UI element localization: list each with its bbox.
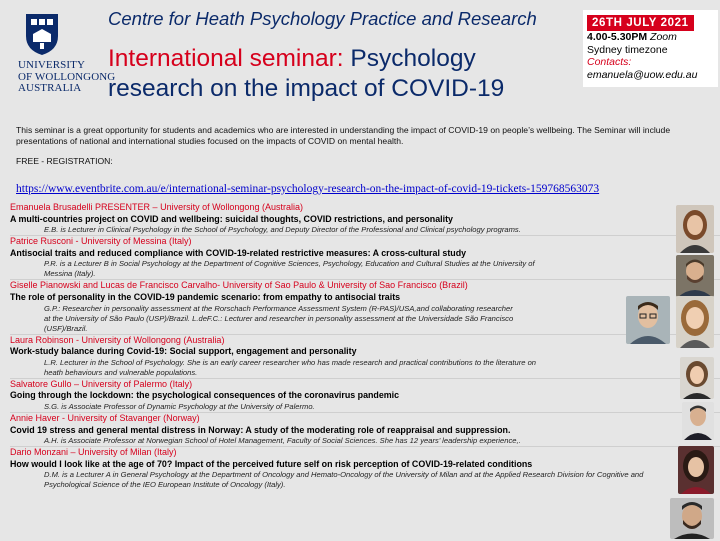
seminar-title [108, 44, 568, 104]
talk-title: A multi-countries project on COVID and wellbeing: suicidal thoughts, COVID restrictions, and personality [10, 213, 453, 224]
talk-item [10, 334, 720, 378]
speaker-bio: A.H. is Associate Professor at Norwegian School of Hotel Management, Faculty of Social Sciences. She has 12 years’ leadership experience,. [44, 436, 521, 446]
speaker-photo-monzani [670, 498, 714, 539]
speaker-photo-gullo [682, 402, 714, 440]
speaker-bio: S.G. is Associate Professor of Dynamic Psychology at the University of Palermo. [44, 401, 315, 411]
speaker-photo-carvalho [626, 296, 670, 344]
talk-title: Covid 19 stress and general mental distress in Norway: A study of the moderating role of reappraisal and suppression. [10, 424, 511, 435]
speaker-name: Emanuela Brusadelli PRESENTER – University of Wollongong (Australia) [10, 202, 303, 212]
talk-item [10, 412, 720, 446]
talk-item [10, 279, 720, 333]
speaker-bio: G.P.: Researcher in personality assessment at the Rorschach Performance Assessment System (R-PAS)/USA,and collaborating researcher at the University of São Paulo (USP)/Brazil. L.deF.C.: Lecturer and researcher in personality assessment at the Universidade São Francisco (USF)/Brazil. [44, 303, 514, 333]
speaker-photo-rusconi [676, 255, 714, 297]
seminar-title-highlight: International seminar: [108, 45, 344, 72]
registration-link[interactable]: https://www.eventbrite.com.au/e/international-seminar-psychology-research-on-the-impact-of-covid-19-tickets-159768563073 [16, 183, 600, 195]
talk-list [10, 202, 720, 490]
speaker-bio: L.R. Lecturer in the School of Psychology. She is an early career researcher who has made research and practical contributions to the literature on heath behaviours and vulnerable populations. [44, 357, 537, 377]
speaker-name: Patrice Rusconi - University of Messina (Italy) [10, 236, 192, 247]
speaker-name: Salvatore Gullo – University of Palermo (Italy) [10, 378, 193, 389]
talk-title: Going through the lockdown: the psychological consequences of the coronavirus pandemic [10, 390, 400, 401]
event-time: 4.00-5.30PM Zoom [587, 31, 677, 43]
talk-item [10, 202, 720, 235]
event-timezone: Sydney timezone [587, 43, 668, 56]
talk-title: Work-study balance during Covid-19: Social support, engagement and personality [10, 346, 357, 357]
speaker-bio: E.B. is Lecturer in Clinical Psychology in the School of Psychology, and Deputy Director of the Professional and Clinical psychology programs. [44, 225, 521, 235]
talk-title: Antisocial traits and reduced compliance with COVID-19-related restrictive measures: A cross-cultural study [10, 247, 467, 258]
intro-text: This seminar is a great opportunity for students and academics who are interested in understanding the impact of COVID-19 on people’s wellbeing. The Seminar will include presentations of national and international studies focused on the impacts of COVID on mental health. [16, 125, 671, 146]
event-info-box [583, 10, 718, 87]
talk-item [10, 235, 720, 279]
talk-item [10, 446, 720, 490]
contact-email[interactable]: emanuela@uow.edu.au [587, 68, 698, 81]
speaker-photo-brusadelli [676, 205, 714, 253]
contacts-label: Contacts: [587, 56, 632, 68]
speaker-photo-robinson [680, 357, 714, 399]
speaker-photo-haver [678, 446, 714, 494]
event-date-badge: 26TH JULY 2021 [587, 15, 694, 31]
speaker-name: Annie Haver - University of Stavanger (Norway) [10, 412, 200, 423]
speaker-name: Dario Monzani – University of Milan (Italy) [10, 447, 177, 458]
talk-title: How would I look like at the age of 70? Impact of the perceived future self on risk perception of COVID-19-related conditions [10, 458, 533, 469]
university-crest-icon [24, 12, 60, 56]
speaker-bio: D.M. is a Lecturer A in General Psychology at the Department of Oncology and Hemato-Oncology of the University of Milan and at the Applied Research Division for Cognitive and Psychological Science of the IEO European Institute of Oncology (Italy). [44, 470, 644, 490]
talk-item [10, 378, 720, 412]
speaker-bio: P.R. is a Lecturer B in Social Psychology at the Department of Cognitive Sciences, Psychology, Education and Cultural Studies at the University of Messina (Italy). [44, 259, 535, 279]
speaker-name: Laura Robinson - University of Wollongong (Australia) [10, 334, 225, 345]
university-name: UNIVERSITY OF WOLLONGONG AUSTRALIA [18, 59, 116, 94]
seminar-title-rest: Psychology research on the impact of COVID-19 [108, 45, 505, 102]
talk-title: The role of personality in the COVID-19 pandemic scenario: from empathy to antisocial traits [10, 291, 401, 302]
registration-label: FREE - REGISTRATION: [16, 156, 113, 166]
centre-title: Centre for Heath Psychology Practice and Research [108, 8, 537, 29]
speaker-name: Giselle Pianowski and Lucas de Francisco Carvalho- University of Sao Paulo & University of Sao Francisco (Brazil) [10, 280, 468, 291]
speaker-photo-pianowski [676, 296, 714, 348]
